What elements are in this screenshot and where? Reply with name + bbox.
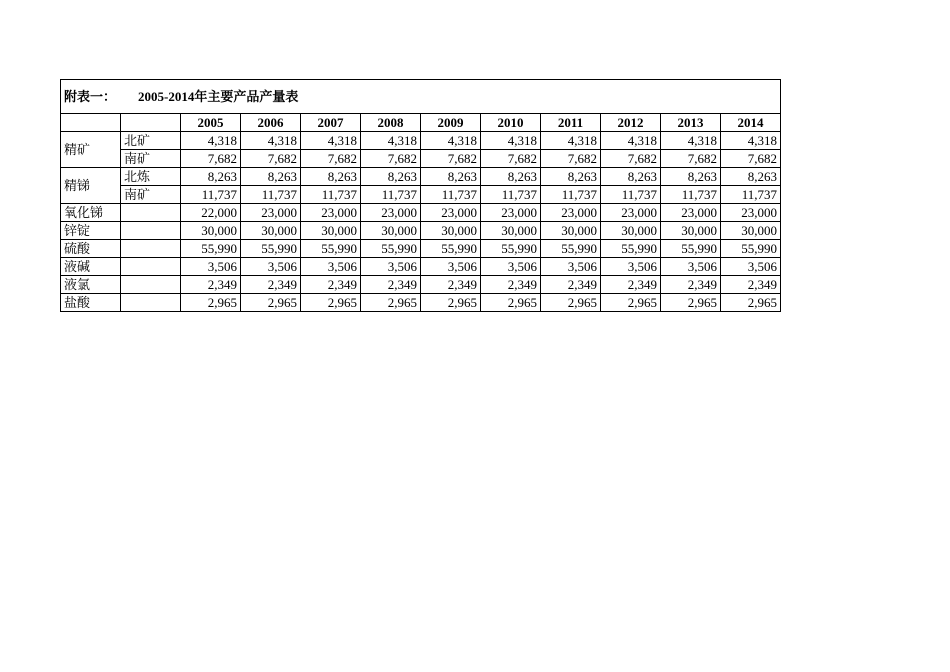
value-cell: 23,000 [541, 204, 601, 222]
value-cell: 3,506 [181, 258, 241, 276]
row-label: 锌锭 [61, 222, 121, 240]
year-header-2008: 2008 [361, 114, 421, 132]
value-cell: 55,990 [301, 240, 361, 258]
value-cell: 8,263 [181, 168, 241, 186]
table-row [61, 204, 781, 222]
value-cell: 2,349 [721, 276, 781, 294]
table-row [61, 222, 781, 240]
year-header-2011: 2011 [541, 114, 601, 132]
title-row [61, 80, 781, 114]
value-cell: 30,000 [421, 222, 481, 240]
value-cell: 7,682 [421, 150, 481, 168]
value-cell: 8,263 [301, 168, 361, 186]
value-cell: 55,990 [361, 240, 421, 258]
value-cell: 7,682 [241, 150, 301, 168]
value-cell: 4,318 [481, 132, 541, 150]
value-cell: 30,000 [301, 222, 361, 240]
value-cell: 11,737 [661, 186, 721, 204]
value-cell: 8,263 [601, 168, 661, 186]
year-header-2012: 2012 [601, 114, 661, 132]
value-cell: 8,263 [241, 168, 301, 186]
value-cell: 8,263 [721, 168, 781, 186]
title-prefix: 附表一： [64, 89, 117, 104]
value-cell: 11,737 [301, 186, 361, 204]
value-cell: 11,737 [181, 186, 241, 204]
year-header-2013: 2013 [661, 114, 721, 132]
value-cell: 30,000 [481, 222, 541, 240]
value-cell: 4,318 [181, 132, 241, 150]
value-cell: 3,506 [301, 258, 361, 276]
value-cell: 2,965 [241, 294, 301, 312]
header-blank-cell [61, 114, 121, 132]
blank-sub-cell [121, 258, 181, 276]
value-cell: 3,506 [241, 258, 301, 276]
year-header-2006: 2006 [241, 114, 301, 132]
value-cell: 7,682 [601, 150, 661, 168]
value-cell: 3,506 [481, 258, 541, 276]
year-header-2014: 2014 [721, 114, 781, 132]
value-cell: 7,682 [181, 150, 241, 168]
value-cell: 2,965 [541, 294, 601, 312]
value-cell: 23,000 [661, 204, 721, 222]
year-header-2005: 2005 [181, 114, 241, 132]
blank-sub-cell [121, 240, 181, 258]
header-blank-cell [121, 114, 181, 132]
value-cell: 11,737 [601, 186, 661, 204]
value-cell: 4,318 [721, 132, 781, 150]
table-row [61, 150, 781, 168]
value-cell: 22,000 [181, 204, 241, 222]
value-cell: 2,965 [661, 294, 721, 312]
value-cell: 11,737 [241, 186, 301, 204]
value-cell: 3,506 [541, 258, 601, 276]
value-cell: 8,263 [361, 168, 421, 186]
value-cell: 2,965 [721, 294, 781, 312]
value-cell: 11,737 [541, 186, 601, 204]
year-header-2007: 2007 [301, 114, 361, 132]
value-cell: 4,318 [301, 132, 361, 150]
value-cell: 4,318 [241, 132, 301, 150]
value-cell: 2,349 [181, 276, 241, 294]
value-cell: 23,000 [421, 204, 481, 222]
value-cell: 2,965 [301, 294, 361, 312]
value-cell: 23,000 [241, 204, 301, 222]
sub-label: 北矿 [121, 132, 181, 150]
value-cell: 23,000 [601, 204, 661, 222]
value-cell: 2,349 [421, 276, 481, 294]
table-row [61, 276, 781, 294]
value-cell: 3,506 [421, 258, 481, 276]
year-header-row [61, 114, 781, 132]
value-cell: 4,318 [361, 132, 421, 150]
value-cell: 2,349 [361, 276, 421, 294]
row-label: 盐酸 [61, 294, 121, 312]
blank-sub-cell [121, 294, 181, 312]
value-cell: 2,965 [601, 294, 661, 312]
group-label: 精矿 [61, 132, 121, 168]
group-label: 精锑 [61, 168, 121, 204]
blank-sub-cell [121, 204, 181, 222]
value-cell: 4,318 [421, 132, 481, 150]
value-cell: 8,263 [661, 168, 721, 186]
value-cell: 3,506 [661, 258, 721, 276]
value-cell: 55,990 [181, 240, 241, 258]
production-table-sheet [60, 79, 781, 312]
production-table [60, 79, 781, 312]
value-cell: 2,965 [181, 294, 241, 312]
table-title [61, 80, 781, 114]
value-cell: 2,965 [421, 294, 481, 312]
table-row [61, 240, 781, 258]
value-cell: 30,000 [181, 222, 241, 240]
value-cell: 7,682 [301, 150, 361, 168]
row-label: 氧化锑 [61, 204, 121, 222]
value-cell: 7,682 [661, 150, 721, 168]
value-cell: 23,000 [301, 204, 361, 222]
value-cell: 11,737 [721, 186, 781, 204]
value-cell: 4,318 [541, 132, 601, 150]
value-cell: 55,990 [721, 240, 781, 258]
value-cell: 30,000 [241, 222, 301, 240]
title-text: 2005-2014年主要产品产量表 [138, 89, 299, 104]
value-cell: 23,000 [361, 204, 421, 222]
value-cell: 30,000 [721, 222, 781, 240]
value-cell: 30,000 [541, 222, 601, 240]
value-cell: 55,990 [241, 240, 301, 258]
row-label: 硫酸 [61, 240, 121, 258]
value-cell: 55,990 [481, 240, 541, 258]
value-cell: 2,349 [301, 276, 361, 294]
row-label: 液氯 [61, 276, 121, 294]
sub-label: 北炼 [121, 168, 181, 186]
blank-sub-cell [121, 276, 181, 294]
sub-label: 南矿 [121, 186, 181, 204]
value-cell: 23,000 [721, 204, 781, 222]
value-cell: 30,000 [601, 222, 661, 240]
value-cell: 4,318 [661, 132, 721, 150]
value-cell: 2,349 [241, 276, 301, 294]
value-cell: 8,263 [421, 168, 481, 186]
table-row [61, 186, 781, 204]
value-cell: 2,965 [361, 294, 421, 312]
table-row [61, 294, 781, 312]
year-header-2010: 2010 [481, 114, 541, 132]
value-cell: 4,318 [601, 132, 661, 150]
value-cell: 30,000 [361, 222, 421, 240]
blank-sub-cell [121, 222, 181, 240]
value-cell: 7,682 [481, 150, 541, 168]
table-row [61, 132, 781, 150]
value-cell: 55,990 [661, 240, 721, 258]
value-cell: 23,000 [481, 204, 541, 222]
value-cell: 2,349 [661, 276, 721, 294]
value-cell: 2,965 [481, 294, 541, 312]
value-cell: 3,506 [361, 258, 421, 276]
value-cell: 2,349 [481, 276, 541, 294]
year-header-2009: 2009 [421, 114, 481, 132]
value-cell: 7,682 [361, 150, 421, 168]
value-cell: 8,263 [541, 168, 601, 186]
row-label: 液碱 [61, 258, 121, 276]
table-row [61, 258, 781, 276]
value-cell: 8,263 [481, 168, 541, 186]
value-cell: 55,990 [541, 240, 601, 258]
table-row [61, 168, 781, 186]
value-cell: 11,737 [421, 186, 481, 204]
value-cell: 3,506 [721, 258, 781, 276]
value-cell: 3,506 [601, 258, 661, 276]
value-cell: 2,349 [601, 276, 661, 294]
value-cell: 7,682 [541, 150, 601, 168]
sub-label: 南矿 [121, 150, 181, 168]
value-cell: 11,737 [361, 186, 421, 204]
value-cell: 30,000 [661, 222, 721, 240]
value-cell: 2,349 [541, 276, 601, 294]
value-cell: 55,990 [421, 240, 481, 258]
value-cell: 55,990 [601, 240, 661, 258]
value-cell: 11,737 [481, 186, 541, 204]
value-cell: 7,682 [721, 150, 781, 168]
